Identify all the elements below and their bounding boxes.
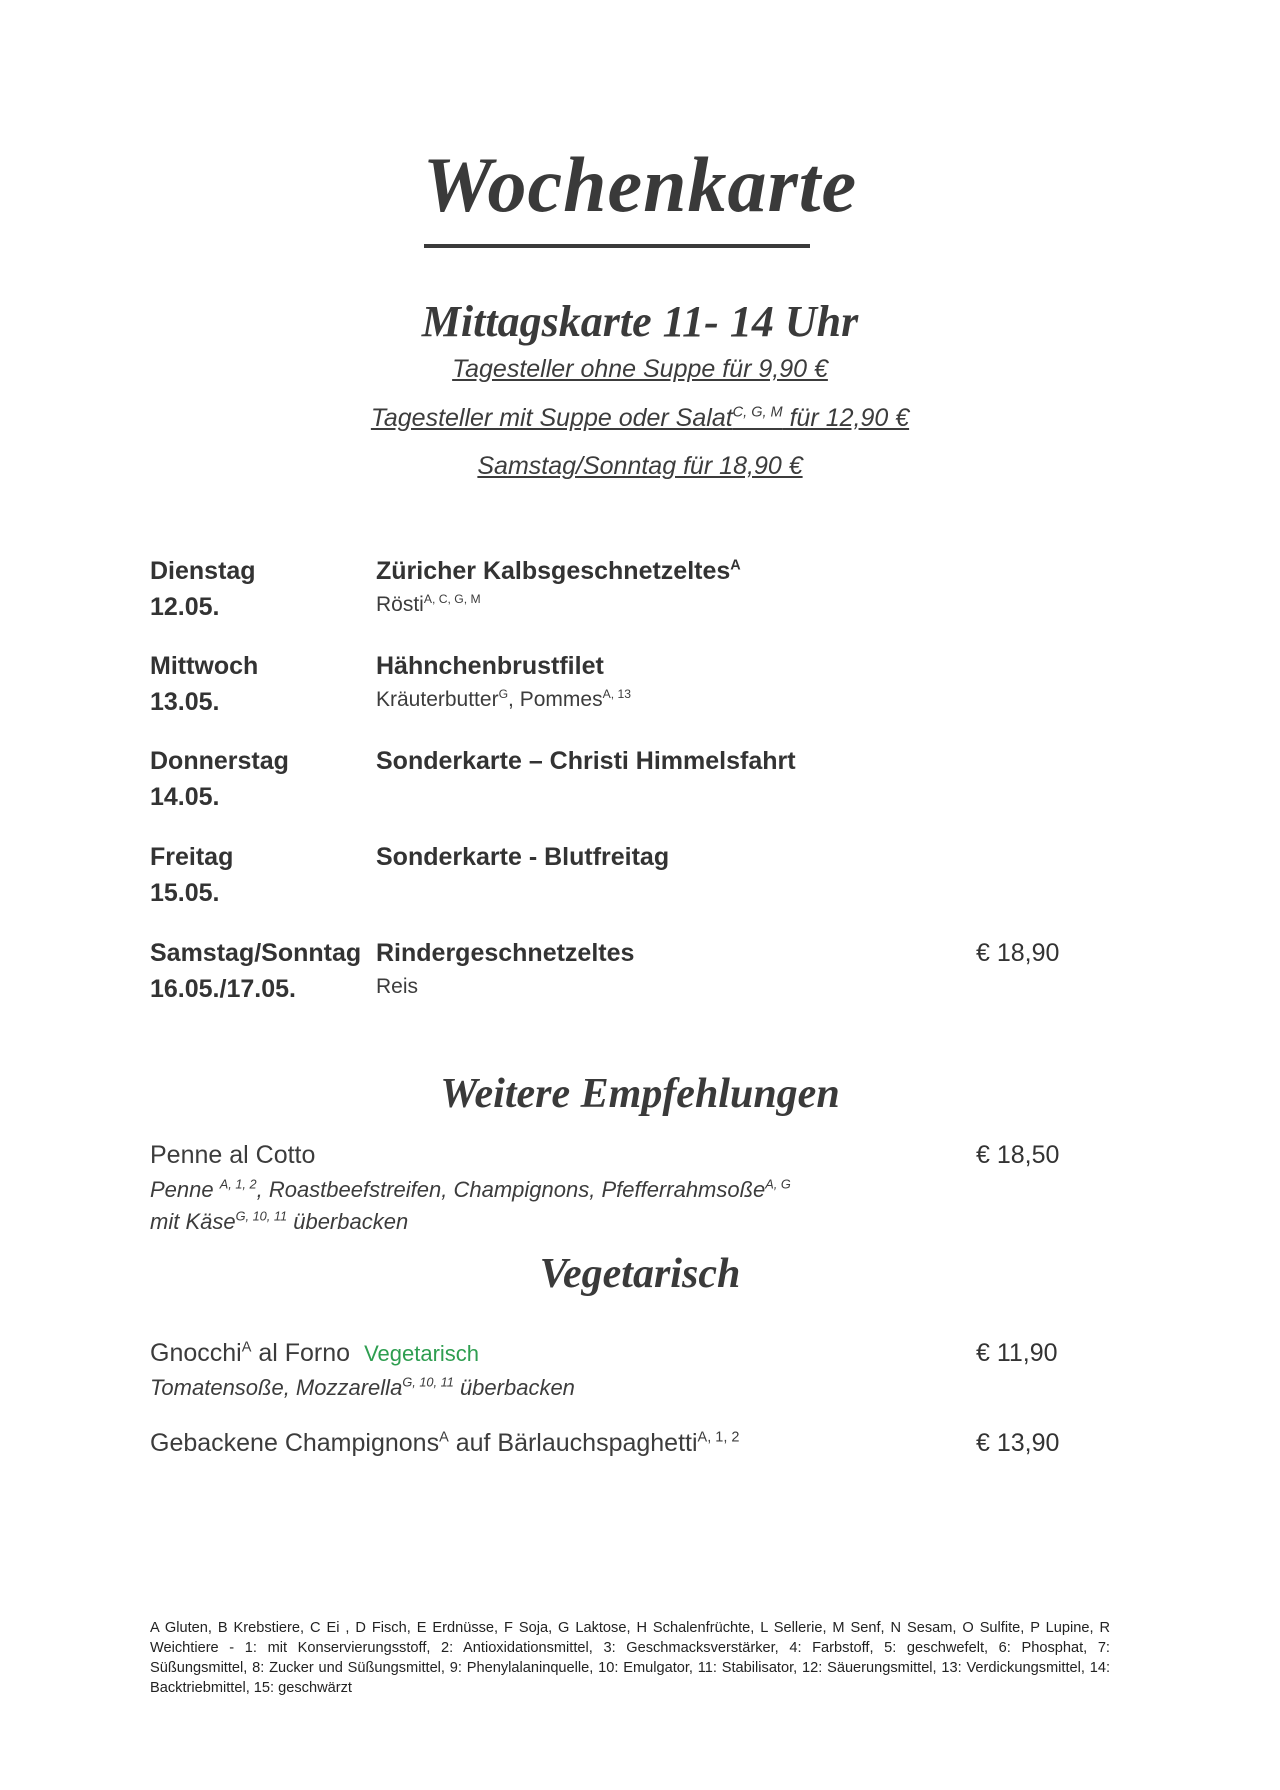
day-name: Samstag/Sonntag [150,939,362,967]
day-name: Donnerstag [150,747,289,775]
dish-samstag-sonntag [376,935,634,1003]
rec-penne-desc-line1: Penne $^{A, 1, 2}$, Roastbeefstreifen, Champignons, Pfefferrahmsoße$^{A, G}$ [150,1176,791,1202]
dish-main: Rindergeschnetzeltes [376,939,635,967]
day-date: 14.05. [150,783,220,811]
rec-penne-desc-line2: mit Käse$^{G, 10, 11}$ überbacken [150,1208,409,1234]
day-date: 16.05./17.05. [150,975,296,1003]
dish-mittwoch [376,648,631,716]
dish-main: Sonderkarte – Christi Himmelsfahrt [376,747,796,775]
day-date: 15.05. [150,879,220,907]
dish-price: € 18,90 [976,939,1060,967]
day-mittwoch [150,648,258,720]
day-freitag [150,839,233,911]
lunch-hours-subtitle: Mittagskarte 11- 14 Uhr [421,297,859,346]
day-samstag-sonntag [150,935,361,1007]
day-name: Mittwoch [150,652,259,680]
allergen-legend: A Gluten, B Krebstiere, C Ei , D Fisch, E Erdnüsse, F Soja, G Laktose, H Schalenfrüchte, L Sellerie, M Senf, N Sesam, O Sulfite, P Lupine, R Weichtiere - 1: mit Konservierungsstoff, 2: Antioxidationsmittel, 3: Geschmacksverstärker, 4: Farbstoff, 5: geschwefelt, 6: Phosphat, 7: Süßungsmittel, 8: Zucker und Süßungsmittel, 9: Phenylalaninquelle, 10: Emulgator, 11: Stabilisator, 12: Säuerungsmittel, 13: Verdickungsmittel, 14: Backtriebmittel, 15: geschwärzt [150,1620,1110,1696]
dish-side: Kräuterbutter$^G$, Pommes$^{A, 13}$ [376,687,631,711]
dish-side: Reis [376,975,419,998]
veg-champignons-price: € 13,90 [976,1429,1060,1457]
price-line-with-soup: Tagesteller mit Suppe oder Salat$^{C, G, M}$ für 12,90 € [370,404,910,432]
rec-penne-price: € 18,50 [976,1141,1060,1169]
dish-main: Hähnchenbrustfilet [376,652,604,680]
dish-main: Sonderkarte - Blutfreitag [376,843,670,871]
veg-gnocchi-name: Gnocchi$^A$ al Forno Vegetarisch [150,1339,480,1367]
veg-gnocchi-desc: Tomatensoße, Mozzarella$^{G, 10, 11}$ überbacken [150,1374,575,1400]
day-name: Dienstag [150,557,256,585]
day-dienstag [150,553,256,625]
rec-penne-name: Penne al Cotto [150,1141,316,1169]
veg-champignons-name: Gebackene Champignons$^A$ auf Bärlauchspaghetti$^{A, 1, 2}$ [150,1429,740,1457]
dish-side: Rösti$^{A, C, G, M}$ [376,592,481,616]
dish-main: Züricher Kalbsgeschnetzeltes$^A$ [376,557,741,585]
dish-dienstag [376,553,741,621]
dish-freitag [376,839,669,875]
title-underline [424,244,810,248]
day-donnerstag [150,743,289,815]
page-title: Wochenkarte [422,141,858,228]
veg-gnocchi-price: € 11,90 [976,1339,1058,1367]
day-date: 12.05. [150,593,220,621]
day-name: Freitag [150,843,234,871]
vegetarian-heading: Vegetarisch [539,1251,741,1297]
price-line-without-soup: Tagesteller ohne Suppe für 9,90 € [452,355,828,383]
vegetarian-badge: Vegetarisch [364,1341,480,1366]
price-line-weekend: Samstag/Sonntag für 18,90 € [477,452,803,480]
dish-donnerstag [376,743,796,779]
day-date: 13.05. [150,688,220,716]
recommendations-heading: Weitere Empfehlungen [440,1071,840,1117]
